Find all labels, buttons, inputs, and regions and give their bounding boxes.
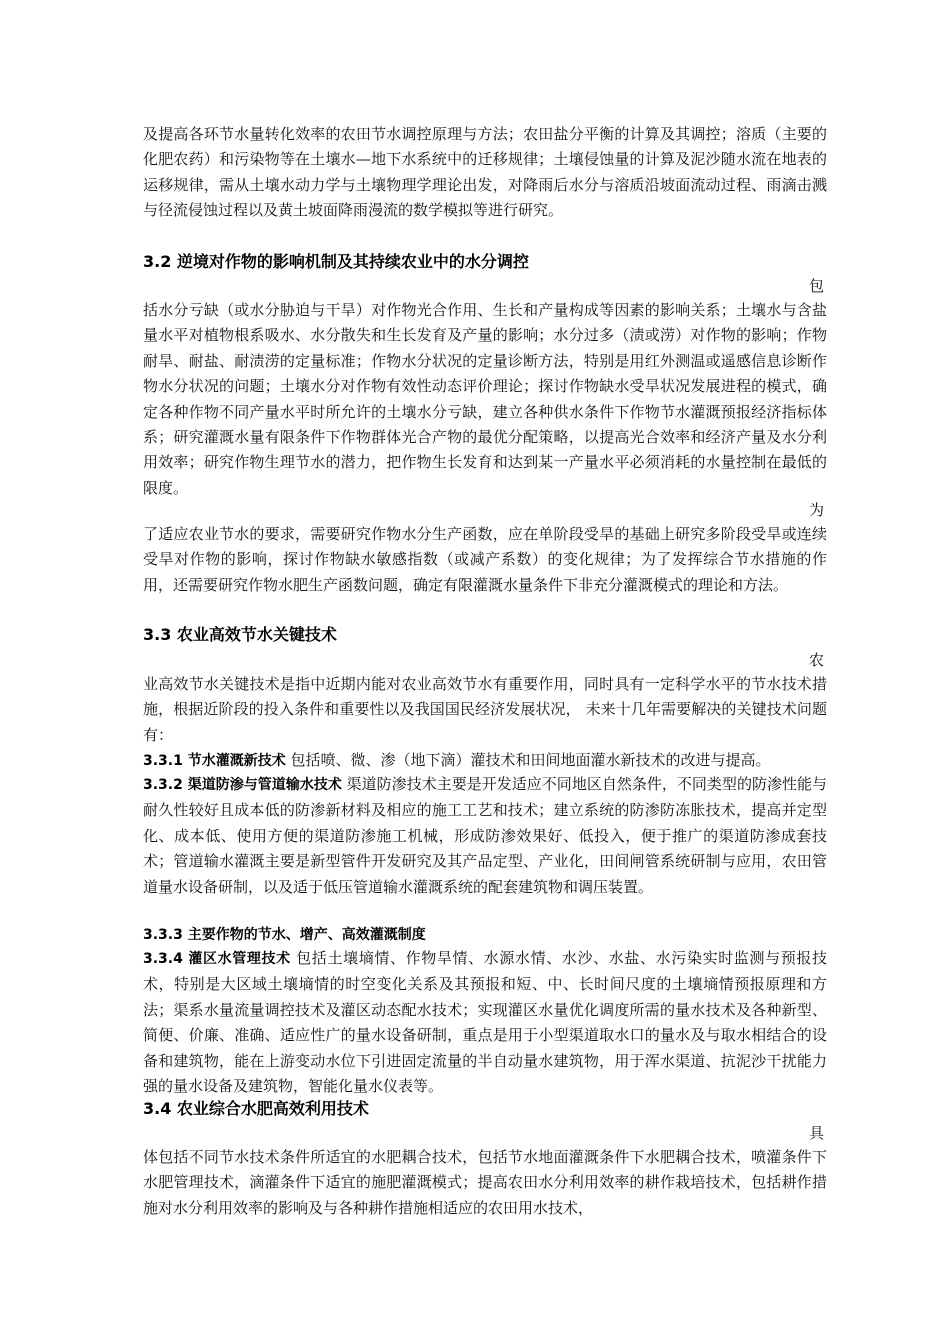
section-3-3-paragraph-block	[143, 672, 827, 748]
subsection-3-3-1-block	[143, 748, 827, 774]
section-3-2-paragraph-2-block	[143, 522, 827, 598]
subsection-3-3-4	[143, 946, 827, 1099]
section-3-2-heading: 3.2 逆境对作物的影响机制及其持续农业中的水分调控	[143, 252, 529, 271]
section-3-3-paragraph: 业高效节水关键技术是指中近期内能对农业高效节水有重要作用，同时具有一定科学水平的节水技术措施，根据近阶段的投入条件和重要性以及我国国民经济发展状况， 未来十几年需要解决的关键技术问题有：	[143, 675, 827, 744]
section-3-2-lead-char-1: 包	[808, 277, 824, 295]
section-3-4-paragraph-block	[143, 1145, 827, 1221]
subsection-3-3-2-block	[143, 772, 827, 900]
section-3-2-paragraph-1: 括水分亏缺（或水分胁迫与干旱）对作物光合作用、生长和产量构成等因素的影响关系；土壤水与含盐量水平对植物根系吸水、水分散失和生长发育及产量的影响；水分过多（渍或涝）对作物的影响；作物耐旱、耐盐、耐渍涝的定量标准；作物水分状况的定量诊断方法，特别是用红外测温或遥感信息诊断作物水分状况的问题；土壤水分对作物有效性动态评价理论；探讨作物缺水受旱状况发展进程的模式，确定各种作物不同产量水平时所允许的土壤水分亏缺，建立各种供水条件下作物节水灌溉预报经济指标体系；研究灌溉水量有限条件下作物群体光合产物的最优分配策略，以提高光合效率和经济产量及水分利用效率；研究作物生理节水的潜力，把作物生长发育和达到某一产量水平必须消耗的水量控制在最低的限度。	[143, 301, 827, 497]
section-3-2-paragraph-1-block	[143, 298, 827, 501]
subsection-3-3-1-title: 3.3.1 节水灌溉新技术	[143, 753, 286, 769]
subsection-3-3-1-text: 包括喷、微、渗（地下滴）灌技术和田间地面灌水新技术的改进与提高。	[285, 751, 771, 769]
subsection-3-3-4-text: 包括土壤墒情、作物旱情、水源水情、水沙、水盐、水污染实时监测与预报技术，特别是大区域土壤墒情的时空变化关系及其预报和短、中、长时间尺度的土壤墒情预报原理和方法；渠系水量流量调控技术及灌区动态配水技术；实现灌区水量优化调度所需的量水技术及各种新型、简便、价廉、准确、适应性广的量水设备研制，重点是用于小型渠道取水口的量水及与取水相结合的设备和建筑物，能在上游变动水位下引进固定流量的半自动量水建筑物，用于浑水渠道、抗泥沙干扰能力强的量水设备及建筑物，智能化量水仪表等。	[143, 949, 827, 1096]
section-3-4-paragraph: 体包括不同节水技术条件所适宜的水肥耦合技术，包括节水地面灌溉条件下水肥耦合技术，喷灌条件下水肥管理技术，滴灌条件下适宜的施肥灌溉模式；提高农田水分利用效率的耕作栽培技术，包括耕作措施对水分利用效率的影响及与各种耕作措施相适应的农田用水技术，	[143, 1148, 827, 1217]
intro-paragraph: 及提高各环节水量转化效率的农田节水调控原理与方法；农田盐分平衡的计算及其调控；溶质（主要的化肥农药）和污染物等在土壤水—地下水系统中的迁移规律；土壤侵蚀量的计算及泥沙随水流在地表的运移规律，需从土壤水动力学与土壤物理学理论出发，对降雨后水分与溶质沿坡面流动过程、雨滴击溅与径流侵蚀过程以及黄土坡面降雨漫流的数学模拟等进行研究。	[143, 125, 827, 220]
section-3-2-lead-char-2: 为	[808, 501, 824, 519]
subsection-3-3-2-title: 3.3.2 渠道防渗与管道输水技术	[143, 777, 342, 793]
section-3-3-heading: 3.3 农业高效节水关键技术	[143, 625, 337, 644]
subsection-3-3-2	[143, 772, 827, 900]
subsection-3-3-2-text: 渠道防渗技术主要是开发适应不同地区自然条件，不同类型的防渗性能与耐久性较好且成本低的防渗新材料及相应的施工工艺和技术；建立系统的防渗防冻胀技术，提高并定型化、成本低、使用方便的渠道防渗施工机械，形成防渗效果好、低投入，便于推广的渠道防渗成套技术；管道输水灌溉主要是新型管件开发研究及其产品定型、产业化，田间闸管系统研制与应用，农田管道量水设备研制，以及适于低压管道输水灌溉系统的配套建筑物和调压装置。	[143, 775, 827, 896]
section-3-4-lead-char: 具	[808, 1124, 824, 1142]
section-3-4-heading: 3.4 农业综合水肥高效利用技术	[143, 1099, 369, 1118]
subsection-3-3-4-block	[143, 946, 827, 1099]
intro-paragraph-block	[143, 122, 827, 224]
subsection-3-3-4-title: 3.3.4 灌区水管理技术	[143, 951, 291, 967]
section-3-3-lead-char: 农	[808, 651, 824, 669]
subsection-3-3-3-title: 3.3.3 主要作物的节水、增产、高效灌溉制度	[143, 927, 426, 943]
subsection-3-3-1	[143, 748, 827, 774]
section-3-2-paragraph-2: 了适应农业节水的要求，需要研究作物水分生产函数，应在单阶段受旱的基础上研究多阶段受旱或连续受旱对作物的影响，探讨作物缺水敏感指数（或减产系数）的变化规律；为了发挥综合节水措施的作用，还需要研究作物水肥生产函数问题，确定有限灌溉水量条件下非充分灌溉模式的理论和方法。	[143, 525, 827, 594]
